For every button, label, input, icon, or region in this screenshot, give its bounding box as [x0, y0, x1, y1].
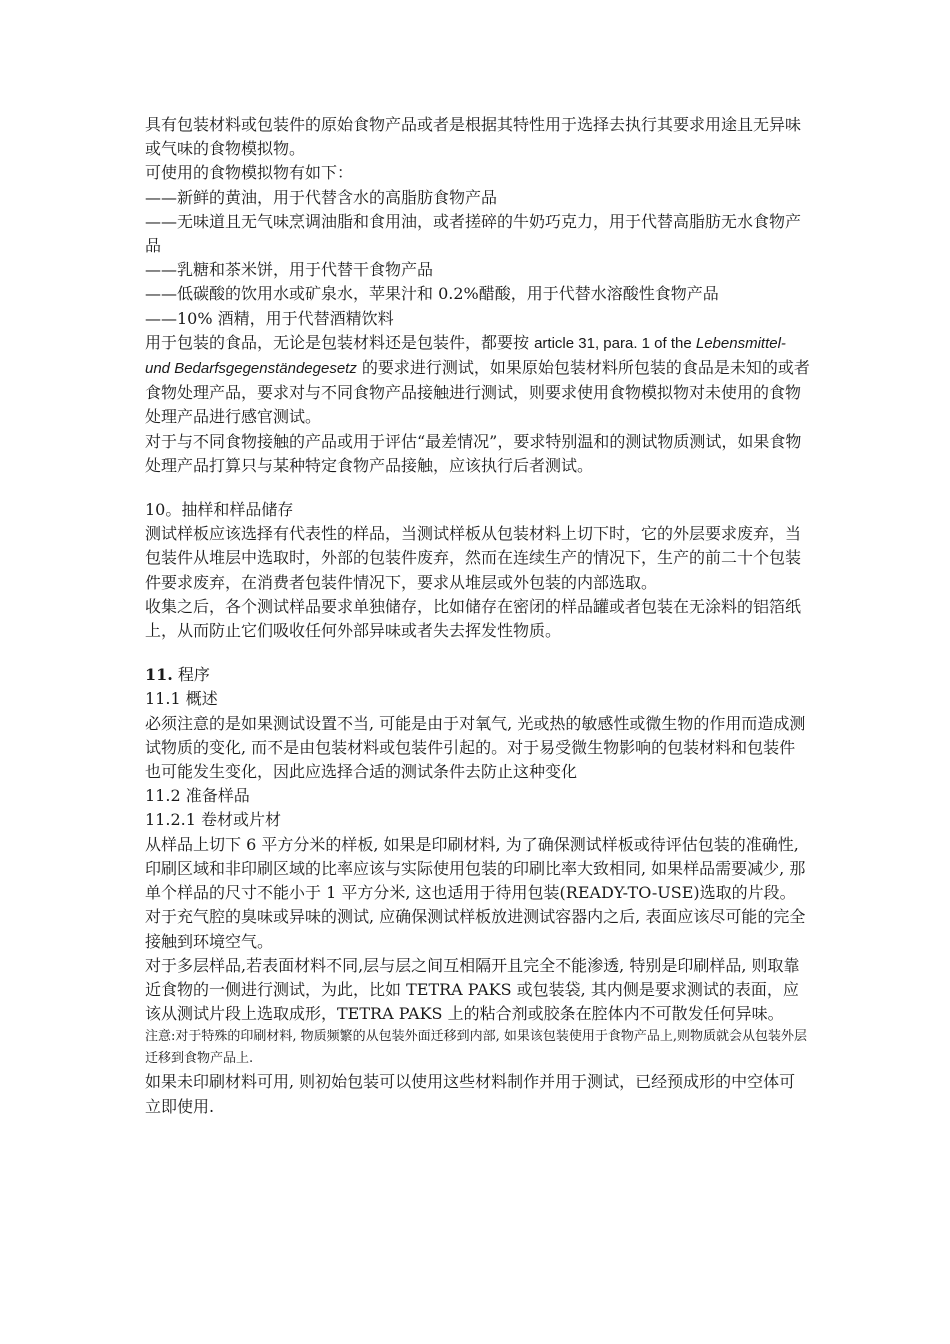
section-11-number: 11. — [145, 665, 173, 685]
section-gap — [145, 478, 810, 498]
simulant-list-item: ——乳糖和茶米饼，用于代替干食物产品 — [145, 260, 434, 280]
testing-text-post: 的要求进行测试，如果原始包装材料所包装的食品是未知的或者食物处理产品，要求对与不同食物产品接触进行测试，则要求使用食物模拟物对未使用的食物处理产品进行感官测试。 — [145, 358, 810, 427]
simulant-list-item: ——新鲜的黄油，用于代替含水的高脂肪食物产品 — [145, 187, 498, 207]
simulant-list-item: ——无味道且无气味烹调油脂和食用油，或者搓碎的牛奶巧克力，用于代替高脂肪无水食物产品 — [145, 211, 802, 256]
section-11-heading — [145, 663, 810, 687]
section-11-title: 程序 — [172, 665, 210, 685]
section-gap — [145, 643, 810, 663]
simulant-intro: 可使用的食物模拟物有如下： — [145, 163, 354, 183]
unprinted-material-paragraph: 如果未印刷材料可用, 则初始包装可以使用这些材料制作并用于测试，已经预成形的中空体可立即使用. — [145, 1072, 796, 1116]
simulant-list-item: ——10% 酒精，用于代替酒精饮料 — [145, 308, 394, 328]
subsection-11-2-1-heading: 11.2.1 卷材或片材 — [145, 810, 281, 830]
section-10-heading: 10。抽样和样品储存 — [145, 500, 294, 520]
simulant-list-item: ——低碳酸的饮用水或矿泉水，苹果汁和 0.2%醋酸，用于代替水溶酸性食物产品 — [145, 284, 719, 304]
note-paragraph: 注意:对于特殊的印刷材料, 物质频繁的从包装外面迁移到内部, 如果该包装使用于食物产品上,则物质就会从包装外层迁移到食物产品上. — [145, 1029, 808, 1067]
subsection-11-2-heading: 11.2 准备样品 — [145, 786, 250, 806]
sample-cut-paragraph: 从样品上切下 6 平方分米的样板, 如果是印刷材料, 为了确保测试样板或待评估包装的准确性, 印刷区域和非印刷区域的比率应该与实际使用包装的印刷比率大致相同, 如果样品需要减少, 那单个样品的尺寸不能小于 1 平方分米, 这也适用于待用包装(READY-TO-USE)选取的片段。 — [145, 834, 806, 903]
law-reference: article 31, para. 1 of the — [534, 334, 696, 352]
storage-paragraph: 收集之后，各个测试样品要求单独储存，比如储存在密闭的样品罐或者包装在无涂料的铝箔纸上，从而防止它们吸收任何外部异味或者失去挥发性物质。 — [145, 596, 802, 641]
intro-paragraph: 具有包装材料或包装件的原始食物产品或者是根据其特性用于选择去执行其要求用途且无异味或气味的食物模拟物。 — [145, 115, 802, 159]
testing-text-pre: 用于包装的食品，无论是包装材料还是包装件，都要按 — [145, 332, 535, 352]
worst-case-paragraph: 对于与不同食物接触的产品或用于评估“最差情况”，要求特别温和的测试物质测试，如果食物处理产品打算只与某种特定食物产品接触，应该执行后者测试。 — [145, 431, 802, 475]
sampling-paragraph: 测试样板应该选择有代表性的样品，当测试样板从包装材料上切下时，它的外层要求废弃，当包装件从堆层中选取时，外部的包装件废弃，然而在连续生产的情况下，生产的前二十个包装件要求废弃，在消费者包装件情况下，要求从堆层或外包装的内部选取。 — [145, 524, 802, 592]
overview-paragraph: 必须注意的是如果测试设置不当, 可能是由于对氧气, 光或热的敏感性或微生物的作用而造成测试物质的变化, 而不是由包装材料或包装件引起的。对于易受微生物影响的包装材料和包装件也可能发生变化，因此应选择合适的测试条件去防止这种变化 — [145, 713, 806, 782]
cavity-test-paragraph: 对于充气腔的臭味或异味的测试, 应确保测试样板放进测试容器内之后, 表面应该尽可能的完全接触到环境空气。 — [145, 907, 806, 951]
law-title: Lebensmittel- und Bedarfsgegenständegesetz — [145, 334, 786, 378]
document-body — [145, 113, 810, 1119]
multilayer-paragraph: 对于多层样品,若表面材料不同,层与层之间互相隔开且完全不能渗透, 特别是印刷样品, 则取靠近食物的一侧进行测试，为此，比如 TETRA PAKS 或包装袋, 其内侧是要求测试的表面，应该从测试片段上选取成形，TETRA PAKS 上的粘合剂或胶条在腔体内不可散发任何异味。 — [145, 955, 800, 1024]
subsection-11-1-heading: 11.1 概述 — [145, 689, 218, 709]
testing-paragraph — [145, 331, 810, 430]
